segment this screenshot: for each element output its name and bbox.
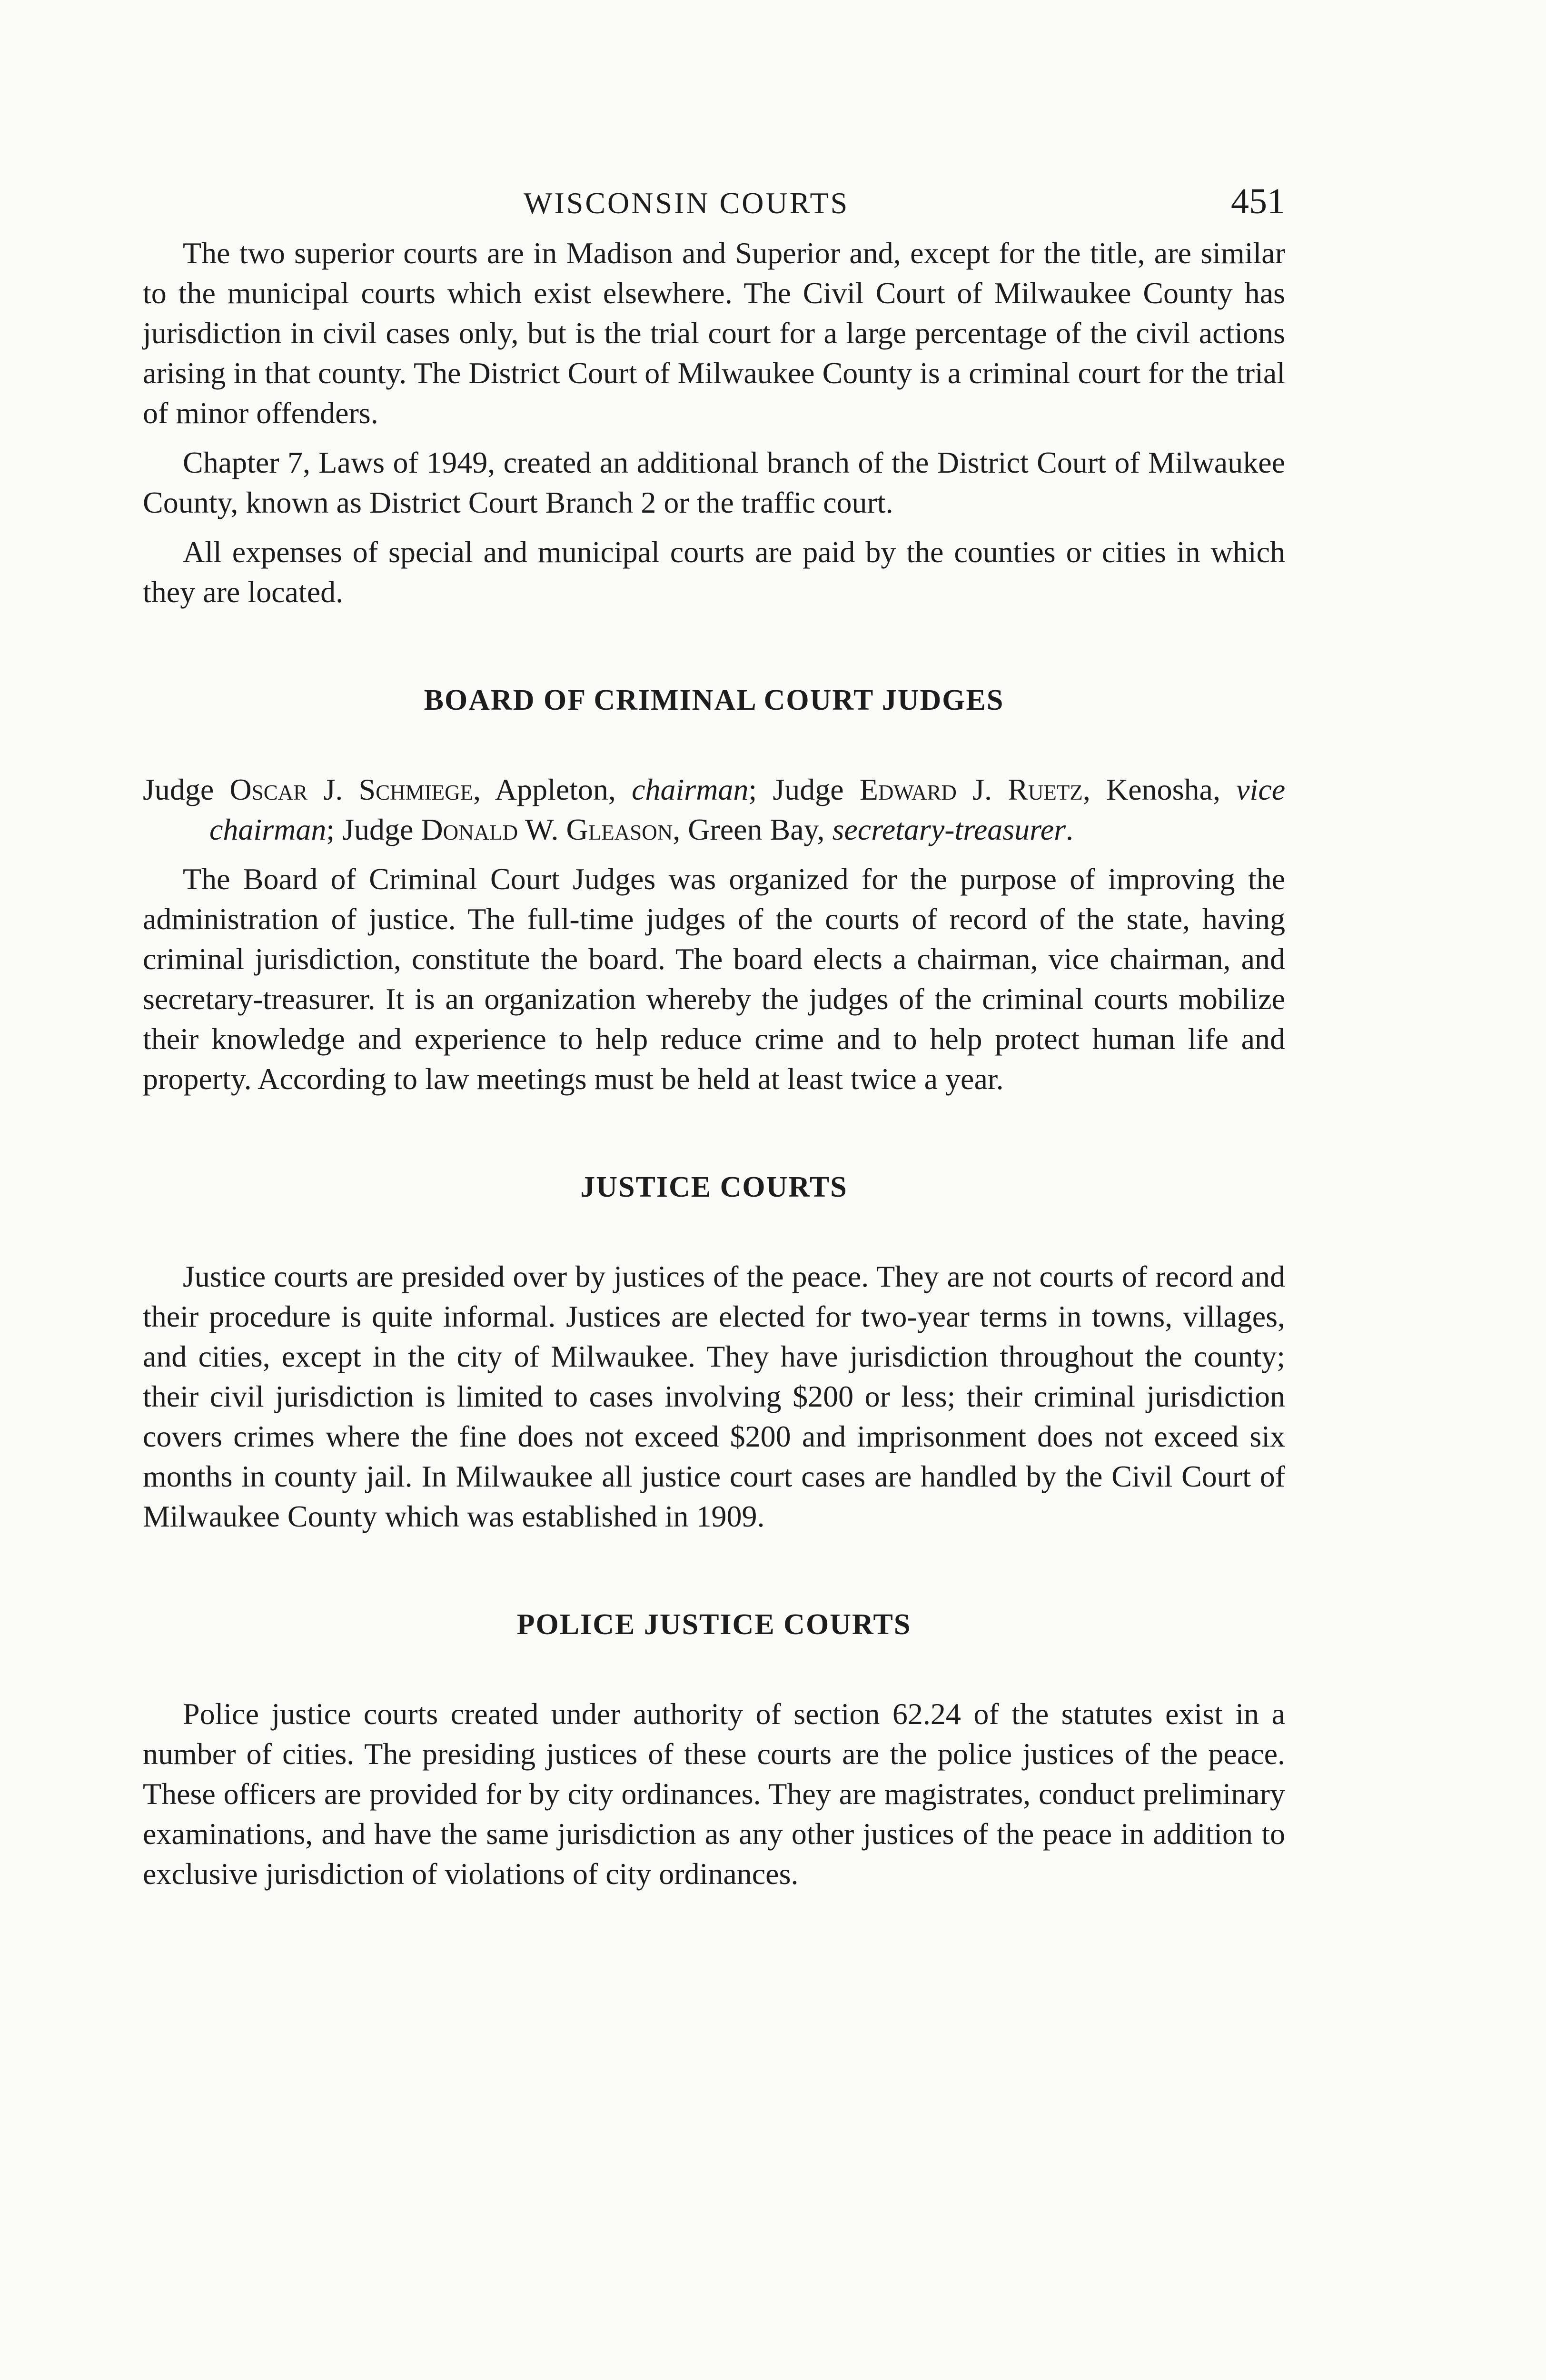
board-member: Judge Oscar J. Schmiege, Appleton, chairman; bbox=[143, 773, 757, 806]
book-page bbox=[143, 181, 1285, 1904]
board-paragraph: The Board of Criminal Court Judges was organized for the purpose of improving the administration of justice. The full-time judges of the courts of record of the state, having criminal jurisdiction, constitute the board. The board elects a chairman, vice chairman, and secretary-treasurer. It is an organization whereby the judges of the criminal courts mobilize their knowledge and experience to help reduce crime and to help protect human life and property. According to law meetings must be held at least twice a year. bbox=[143, 862, 1285, 1096]
board-heading: BOARD OF CRIMINAL COURT JUDGES bbox=[424, 684, 1004, 716]
running-title: WISCONSIN COURTS bbox=[524, 186, 850, 220]
intro-paragraph-superior-courts: The two superior courts are in Madison and Superior and, except for the title, are similar to the municipal courts which exist elsewhere. The Civil Court of Milwaukee County has jurisdiction in civil cases only, but is the trial court for a large percentage of the civil actions arising in that county. The District Court of Milwaukee County is a criminal court for the trial of minor offenders. bbox=[143, 236, 1285, 430]
police-justice-courts-heading: POLICE JUSTICE COURTS bbox=[516, 1608, 912, 1641]
intro-paragraph-expenses: All expenses of special and municipal courts are paid by the counties or cities in which they are located. bbox=[143, 535, 1285, 609]
board-members-list bbox=[143, 770, 1285, 850]
justice-courts-paragraph: Justice courts are presided over by justices of the peace. They are not courts of record and their procedure is quite informal. Justices are elected for two-year terms in towns, villages, and cities, except in the city of Milwaukee. They have jurisdiction throughout the county; their civil jurisdiction is limited to cases involving $200 or less; their criminal jurisdiction covers crimes where the fine does not exceed $200 and imprisonment does not exceed six months in county jail. In Milwaukee all justice court cases are handled by the Civil Court of Milwaukee County which was established in 1909. bbox=[143, 1259, 1285, 1533]
board-member: Judge Edward J. Ruetz, Kenosha, vice chairman; bbox=[209, 773, 1286, 846]
intro-paragraph-chapter-7: Chapter 7, Laws of 1949, created an additional branch of the District Court of Milwaukee County, known as District Court Branch 2 or the traffic court. bbox=[143, 446, 1285, 519]
police-justice-courts-paragraph: Police justice courts created under authority of section 62.24 of the statutes exist in a number of cities. The presiding justices of these courts are the police justices of the peace. These officers are provided for by city ordinances. They are magistrates, conduct preliminary examinations, and have the same jurisdiction as any other justices of the peace in addition to exclusive jurisdiction of violations of city ordinances. bbox=[143, 1697, 1285, 1891]
justice-courts-heading: JUSTICE COURTS bbox=[580, 1171, 848, 1203]
running-header bbox=[143, 181, 1285, 233]
page-number: 451 bbox=[1231, 181, 1285, 221]
board-member: Judge Donald W. Gleason, Green Bay, secretary-treasurer. bbox=[342, 813, 1074, 846]
